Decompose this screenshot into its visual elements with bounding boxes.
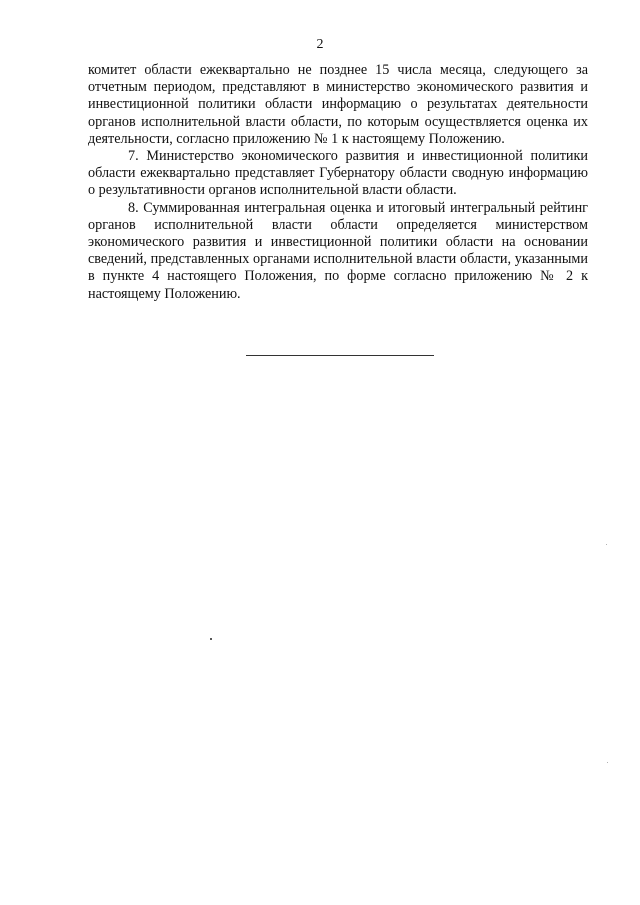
scan-speck	[606, 544, 607, 545]
end-of-text-divider	[246, 355, 434, 356]
scan-speck	[210, 638, 212, 640]
scan-speck	[607, 762, 608, 763]
paragraph-continuation: комитет области ежеквартально не позднее 15 числа месяца, следующего за отчетным периодом, представляют в министерство экономического развития и инвестиционной политики области информацию о результатах деятельности органов исполнительной власти области, по которым осуществляется оценка их деятельности, согласно приложению № 1 к настоящему Положению.	[88, 62, 588, 147]
paragraph-item-8: 8. Суммированная интегральная оценка и итоговый интегральный рейтинг органов исполнительной власти области определяется министерством экономического развития и инвестиционной политики области на основании сведений, представленных органами исполнительной власти области, указанными в пункте 4 настоящего Положения, по форме согласно приложению № 2 к настоящему Положению.	[88, 199, 588, 302]
paragraph-item-7: 7. Министерство экономического развития и инвестиционной политики области ежеквартально представляет Губернатору области сводную информацию о результативности органов исполнительной власти области.	[88, 148, 588, 199]
page-number: 2	[316, 37, 324, 52]
document-body	[88, 62, 588, 303]
